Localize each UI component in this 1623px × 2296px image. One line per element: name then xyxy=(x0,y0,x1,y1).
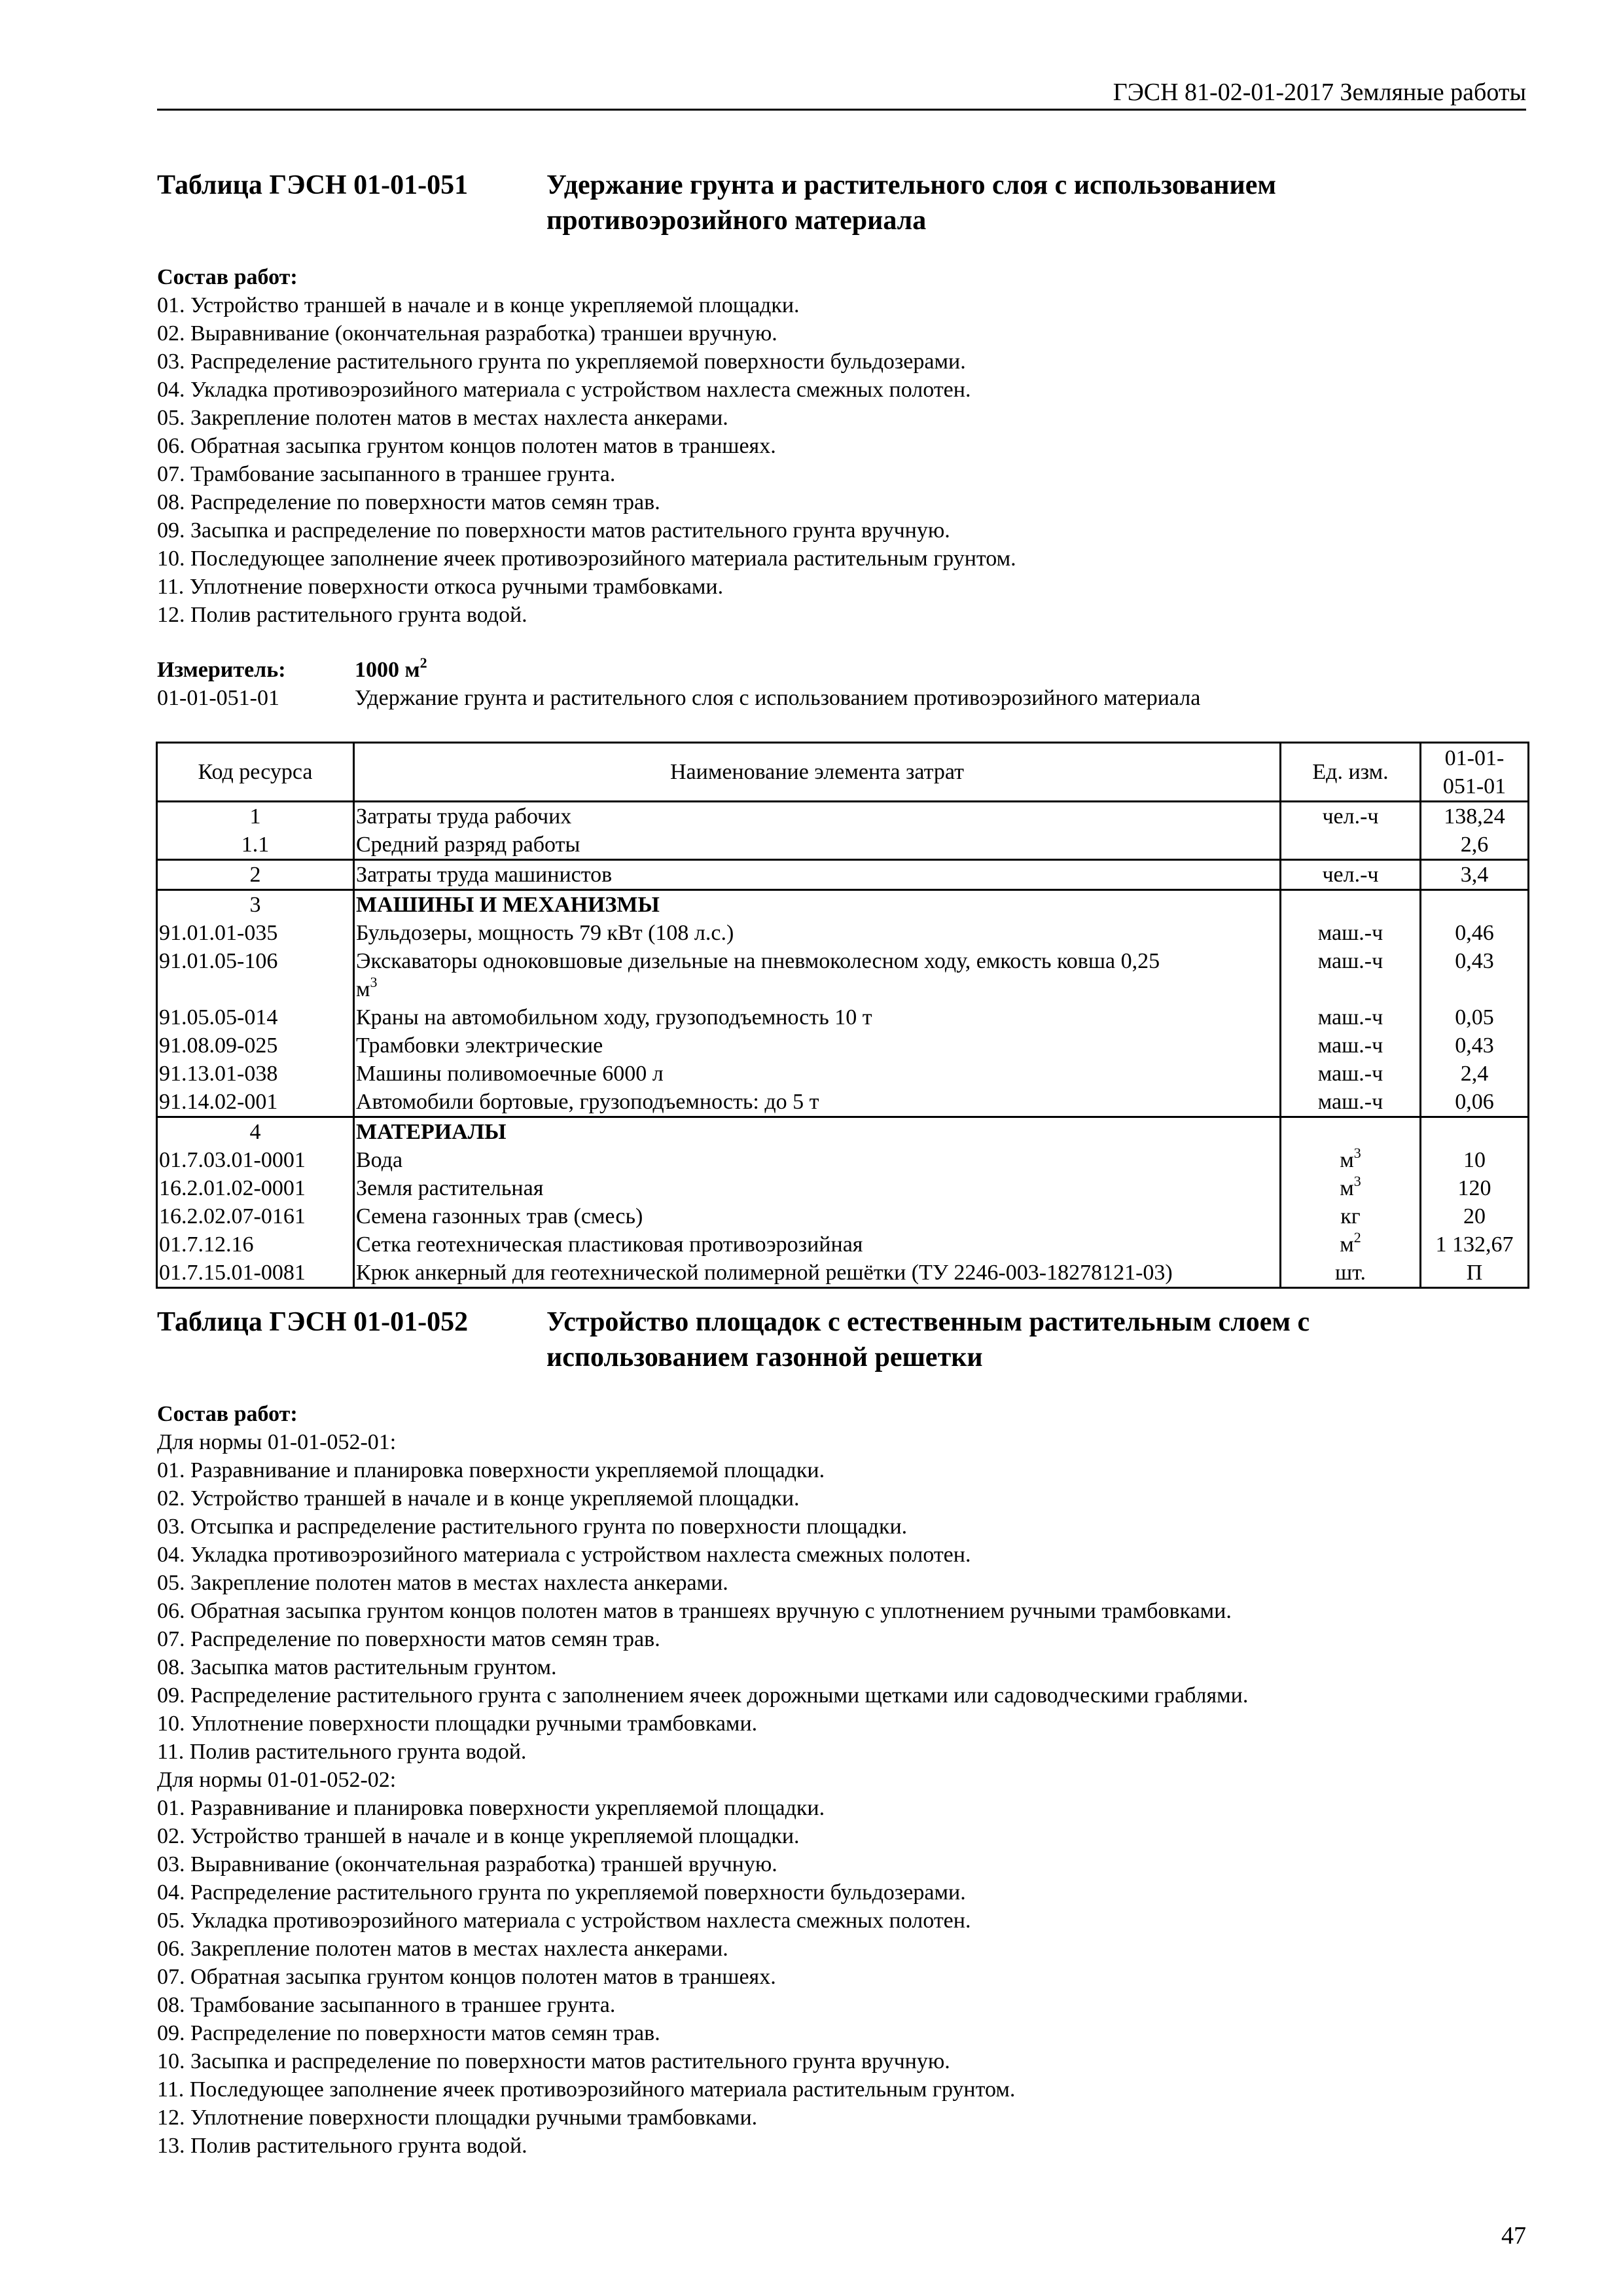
table-052-name xyxy=(546,1304,1526,1375)
work-item: 04. Распределение растительного грунта по укрепляемой поверхности бульдозерами. xyxy=(157,1880,966,1905)
cell-value xyxy=(1421,1117,1529,1147)
work-item: 09. Засыпка и распределение по поверхности матов растительного грунта вручную. xyxy=(157,518,950,543)
cell-unit: $м^3$ xyxy=(1281,1146,1421,1174)
work-item: 03. Выравнивание (окончательная разработка) траншей вручную. xyxy=(157,1852,777,1876)
cell-code: 91.13.01-038 xyxy=(157,1060,354,1088)
table-051-name xyxy=(546,168,1526,238)
cell-name: Автомобили бортовые, грузоподъемность: до 5 т xyxy=(354,1088,1281,1117)
norm-description: Удержание грунта и растительного слоя с использованием противоэрозийного материала xyxy=(355,686,1201,710)
table-row xyxy=(157,1117,1529,1147)
work-item: 05. Укладка противоэрозийного материала с устройством нахлеста смежных полотен. xyxy=(157,1909,971,1933)
work-item: 06. Обратная засыпка грунтом концов полотен матов в траншеях. xyxy=(157,434,776,458)
cell-name: Краны на автомобильном ходу, грузоподъемность 10 т xyxy=(354,1003,1281,1031)
work-item: 04. Укладка противоэрозийного материала с устройством нахлеста смежных полотен. xyxy=(157,378,971,402)
cell-value: П xyxy=(1421,1259,1529,1288)
work-item: 04. Укладка противоэрозийного материала с устройством нахлеста смежных полотен. xyxy=(157,1543,971,1567)
work-item: 05. Закрепление полотен матов в местах нахлеста анкерами. xyxy=(157,406,728,430)
table-header-row xyxy=(157,743,1529,802)
work-item: 09. Распределение растительного грунта с заполнением ячеек дорожными щетками или садоводческими граблями. xyxy=(157,1683,1249,1708)
cell-code: 16.2.02.07-0161 xyxy=(157,1202,354,1230)
cell-code: 91.08.09-025 xyxy=(157,1031,354,1060)
cell-unit xyxy=(1281,831,1421,860)
cell-unit xyxy=(1281,890,1421,920)
table-row xyxy=(157,860,1529,890)
work-item: 03. Распределение растительного грунта по укрепляемой поверхности бульдозерами. xyxy=(157,350,966,374)
cell-name: Семена газонных трав (смесь) xyxy=(354,1202,1281,1230)
cell-code: 3 xyxy=(157,890,354,920)
work-item: 07. Распределение по поверхности матов семян трав. xyxy=(157,1627,660,1651)
cell-name: МАШИНЫ И МЕХАНИЗМЫ xyxy=(354,890,1281,920)
table-row xyxy=(157,890,1529,920)
cell-name: Средний разряд работы xyxy=(354,831,1281,860)
table-row xyxy=(157,1259,1529,1288)
cell-code: 4 xyxy=(157,1117,354,1147)
measure-block xyxy=(157,656,1526,712)
table-row xyxy=(157,1088,1529,1117)
table-row xyxy=(157,947,1529,1003)
cell-unit xyxy=(1281,1117,1421,1147)
cell-value: 3,4 xyxy=(1421,860,1529,890)
work-item: 10. Последующее заполнение ячеек противоэрозийного материала растительным грунтом. xyxy=(157,547,1016,571)
cell-value: 2,6 xyxy=(1421,831,1529,860)
cell-unit: маш.-ч xyxy=(1281,1003,1421,1031)
cell-value: 120 xyxy=(1421,1174,1529,1202)
measure-value: 1000 $м^2$ xyxy=(355,655,427,682)
cell-code: 01.7.12.16 xyxy=(157,1230,354,1259)
work-item: 11. Полив растительного грунта водой. xyxy=(157,1740,527,1764)
measure-label: Измеритель: xyxy=(157,658,286,682)
table-051-works xyxy=(157,263,1526,629)
work-item: 08. Трамбование засыпанного в траншее грунта. xyxy=(157,1993,616,2017)
cell-name: Машины поливомоечные 6000 л xyxy=(354,1060,1281,1088)
table-row xyxy=(157,1060,1529,1088)
cell-value: 2,4 xyxy=(1421,1060,1529,1088)
work-item: 08. Засыпка матов растительным грунтом. xyxy=(157,1655,557,1679)
cell-code: 91.01.01-035 xyxy=(157,919,354,947)
cell-value xyxy=(1421,890,1529,920)
work-item: 05. Закрепление полотен матов в местах нахлеста анкерами. xyxy=(157,1571,728,1595)
cell-value: 20 xyxy=(1421,1202,1529,1230)
table-row xyxy=(157,1031,1529,1060)
table-052-code: Таблица ГЭСН 01-01-052 xyxy=(157,1307,469,1337)
work-item: 03. Отсыпка и распределение растительного грунта по поверхности площадки. xyxy=(157,1515,908,1539)
resource-table xyxy=(156,742,1529,1289)
cell-unit: маш.-ч xyxy=(1281,1088,1421,1117)
norm-label: Для нормы 01-01-052-01: xyxy=(157,1430,397,1454)
table-051-name-line: противоэрозийного материала xyxy=(546,206,927,236)
table-052-name-line: Устройство площадок с естественным растительным слоем с xyxy=(546,1307,1310,1337)
cell-code: 01.7.15.01-0081 xyxy=(157,1259,354,1288)
cell-value: 10 xyxy=(1421,1146,1529,1174)
table-052-works xyxy=(157,1400,1526,2160)
work-item: 12. Полив растительного грунта водой. xyxy=(157,603,527,627)
cell-name: Сетка геотехническая пластиковая противоэрозийная xyxy=(354,1230,1281,1259)
cell-unit: $м^2$ xyxy=(1281,1230,1421,1259)
cell-name: Бульдозеры, мощность 79 кВт (108 л.с.) xyxy=(354,919,1281,947)
cell-code: 91.01.05-106 xyxy=(157,947,354,1003)
table-052-name-line: использованием газонной решетки xyxy=(546,1342,983,1372)
cell-value: 0,46 xyxy=(1421,919,1529,947)
cell-code: 1.1 xyxy=(157,831,354,860)
work-item: 13. Полив растительного грунта водой. xyxy=(157,2134,527,2158)
cell-unit: маш.-ч xyxy=(1281,947,1421,1003)
cell-code: 2 xyxy=(157,860,354,890)
cell-value: 138,24 xyxy=(1421,802,1529,831)
work-item: 01. Разравнивание и планировка поверхности укрепляемой площадки. xyxy=(157,1796,825,1820)
table-051-name-line: Удержание грунта и растительного слоя с использованием xyxy=(546,170,1276,200)
table-row xyxy=(157,1174,1529,1202)
cell-unit: маш.-ч xyxy=(1281,919,1421,947)
col-header-unit: Ед. изм. xyxy=(1281,743,1421,802)
table-051-code: Таблица ГЭСН 01-01-051 xyxy=(157,170,469,200)
table-row xyxy=(157,1202,1529,1230)
cell-code: 16.2.01.02-0001 xyxy=(157,1174,354,1202)
cell-unit: чел.-ч xyxy=(1281,860,1421,890)
col-header-norm: 01-01- 051-01 xyxy=(1421,743,1529,802)
table-row xyxy=(157,802,1529,831)
cell-unit: $м^3$ xyxy=(1281,1174,1421,1202)
table-row xyxy=(157,1230,1529,1259)
cell-name: Земля растительная xyxy=(354,1174,1281,1202)
header-rule xyxy=(157,109,1526,111)
cell-code: 91.14.02-001 xyxy=(157,1088,354,1117)
work-item: 06. Обратная засыпка грунтом концов полотен матов в траншеях вручную с уплотнением ручными трамбовками. xyxy=(157,1599,1232,1623)
cell-value: 0,43 xyxy=(1421,947,1529,1003)
cell-value: 0,05 xyxy=(1421,1003,1529,1031)
cell-value: 0,43 xyxy=(1421,1031,1529,1060)
work-item: 08. Распределение по поверхности матов семян трав. xyxy=(157,490,660,514)
cell-code: 01.7.03.01-0001 xyxy=(157,1146,354,1174)
work-item: 11. Последующее заполнение ячеек противоэрозийного материала растительным грунтом. xyxy=(157,2077,1016,2102)
work-item: 02. Выравнивание (окончательная разработка) траншеи вручную. xyxy=(157,321,777,346)
running-header: ГЭСН 81-02-01-2017 Земляные работы xyxy=(1113,79,1526,106)
table-row xyxy=(157,831,1529,860)
work-item: 06. Закрепление полотен матов в местах нахлеста анкерами. xyxy=(157,1937,728,1961)
cell-value: 1 132,67 xyxy=(1421,1230,1529,1259)
cell-unit: шт. xyxy=(1281,1259,1421,1288)
cell-unit: маш.-ч xyxy=(1281,1031,1421,1060)
work-item: 11. Уплотнение поверхности откоса ручными трамбовками. xyxy=(157,575,724,599)
cell-name: Затраты труда машинистов xyxy=(354,860,1281,890)
work-item: 10. Уплотнение поверхности площадки ручными трамбовками. xyxy=(157,1712,758,1736)
cell-unit: кг xyxy=(1281,1202,1421,1230)
cell-code: 91.05.05-014 xyxy=(157,1003,354,1031)
work-item: 07. Обратная засыпка грунтом концов полотен матов в траншеях. xyxy=(157,1965,776,1989)
cell-name: Крюк анкерный для геотехнической полимерной решётки (ТУ 2246-003-18278121-03) xyxy=(354,1259,1281,1288)
work-item: 02. Устройство траншей в начале и в конце укрепляемой площадки. xyxy=(157,1486,800,1511)
cell-name: МАТЕРИАЛЫ xyxy=(354,1117,1281,1147)
cell-name: Вода xyxy=(354,1146,1281,1174)
cell-name: Экскаваторы одноковшовые дизельные на пневмоколесном ходу, емкость ковша 0,25 $м^3$ xyxy=(354,947,1281,1003)
col-header-name: Наименование элемента затрат xyxy=(354,743,1281,802)
works-heading: Состав работ: xyxy=(157,1402,298,1426)
table-row xyxy=(157,919,1529,947)
cell-code: 1 xyxy=(157,802,354,831)
cell-name: Затраты труда рабочих xyxy=(354,802,1281,831)
cell-value: 0,06 xyxy=(1421,1088,1529,1117)
table-row xyxy=(157,1146,1529,1174)
work-item: 01. Устройство траншей в начале и в конце укрепляемой площадки. xyxy=(157,293,800,317)
cell-name: Трамбовки электрические xyxy=(354,1031,1281,1060)
work-item: 01. Разравнивание и планировка поверхности укрепляемой площадки. xyxy=(157,1458,825,1482)
work-item: 07. Трамбование засыпанного в траншее грунта. xyxy=(157,462,616,486)
cell-unit: чел.-ч xyxy=(1281,802,1421,831)
page-number: 47 xyxy=(1501,2222,1526,2250)
work-item: 12. Уплотнение поверхности площадки ручными трамбовками. xyxy=(157,2106,758,2130)
work-item: 10. Засыпка и распределение по поверхности матов растительного грунта вручную. xyxy=(157,2049,950,2073)
work-item: 02. Устройство траншей в начале и в конце укрепляемой площадки. xyxy=(157,1824,800,1848)
works-heading: Состав работ: xyxy=(157,265,298,289)
norm-label: Для нормы 01-01-052-02: xyxy=(157,1768,397,1792)
cell-unit: маш.-ч xyxy=(1281,1060,1421,1088)
col-header-code: Код ресурса xyxy=(157,743,354,802)
norm-code: 01-01-051-01 xyxy=(157,686,279,710)
work-item: 09. Распределение по поверхности матов семян трав. xyxy=(157,2021,660,2045)
table-row xyxy=(157,1003,1529,1031)
